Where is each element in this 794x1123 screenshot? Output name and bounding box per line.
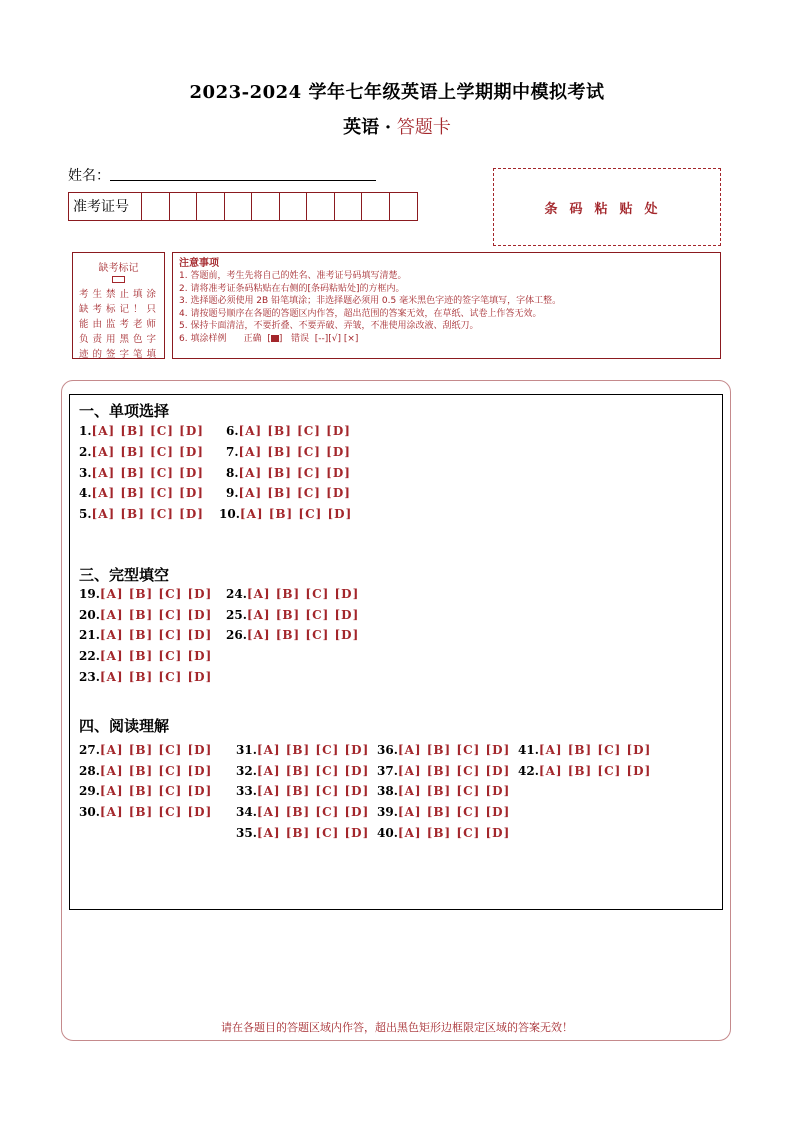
question-number: 33. [236,784,257,798]
exam-id-field[interactable] [68,192,418,221]
exam-id-cell[interactable] [307,193,335,220]
question-row[interactable] [79,628,212,642]
exam-id-cell[interactable] [390,193,418,220]
question-number: 25. [226,608,247,622]
question-number: 37. [377,764,398,778]
question-row[interactable] [219,507,352,521]
absent-text: 缺考标记！只 [79,304,158,315]
answer-options[interactable]: [A] [B] [C] [D] [91,445,204,459]
section-title: 三、完型填空 [79,566,170,584]
question-row[interactable] [226,486,351,500]
answer-options[interactable]: [A] [B] [C] [D] [246,608,360,622]
answer-options[interactable]: [A] [B] [C] [D] [99,784,213,798]
answer-options[interactable]: [A] [B] [C] [D] [397,805,511,819]
answer-options[interactable]: [A] [B] [C] [D] [538,743,652,757]
answer-options[interactable]: [A] [B] [C] [D] [246,628,360,642]
wrong-marks: [--][√] [×] [314,333,359,344]
answer-options[interactable]: [A] [B] [C] [D] [256,826,370,840]
question-number: 19. [79,587,100,601]
answer-options[interactable]: [A] [B] [C] [D] [239,507,353,521]
question-number: 32. [236,764,257,778]
answer-options[interactable]: [A] [B] [C] [D] [238,445,351,459]
question-row[interactable] [226,466,351,480]
subtitle-separator: · [384,117,392,138]
answer-options[interactable]: [A] [B] [C] [D] [246,587,360,601]
question-row[interactable] [79,507,204,521]
absent-mark-checkbox[interactable] [112,276,125,283]
question-number: 34. [236,805,257,819]
exam-id-cell[interactable] [197,193,225,220]
question-row[interactable] [79,784,212,798]
answer-options[interactable]: [A] [B] [C] [D] [397,764,511,778]
exam-id-cell[interactable] [142,193,170,220]
question-row[interactable] [518,743,651,757]
absent-text: 能由监考老师 [79,319,158,330]
question-number: 31. [236,743,257,757]
answer-options[interactable]: [A] [B] [C] [D] [99,649,213,663]
question-row[interactable] [236,743,369,757]
exam-id-cell[interactable] [362,193,390,220]
question-row[interactable] [236,784,369,798]
question-row[interactable] [79,424,204,438]
answer-options[interactable]: [A] [B] [C] [D] [91,466,204,480]
answer-options[interactable]: [A] [B] [C] [D] [397,784,511,798]
answer-options[interactable]: [A] [B] [C] [D] [256,764,370,778]
question-number: 38. [377,784,398,798]
question-row[interactable] [79,649,212,663]
filled-mark-icon [271,335,279,342]
question-row[interactable] [236,764,369,778]
notes-item: 5. 保持卡面清洁，不要折叠、不要弄破、弄皱，不准使用涂改液、刮纸刀。 [179,321,479,332]
question-row[interactable] [79,764,212,778]
page-title: 2023-2024 学年七年级英语上学期期中模拟考试 [189,82,605,103]
question-row[interactable] [226,424,351,438]
exam-id-cell[interactable] [170,193,198,220]
question-number: 3. [79,466,92,480]
question-row[interactable] [79,670,212,684]
answer-options[interactable]: [A] [B] [C] [D] [397,743,511,757]
exam-id-cell[interactable] [252,193,280,220]
question-row[interactable] [377,764,510,778]
answer-options[interactable]: [A] [B] [C] [D] [256,805,370,819]
question-row[interactable] [377,826,510,840]
question-number: 4. [79,486,92,500]
answer-options[interactable]: [A] [B] [C] [D] [238,486,351,500]
answer-options[interactable]: [A] [B] [C] [D] [238,424,351,438]
answer-options[interactable]: [A] [B] [C] [D] [91,424,204,438]
absent-title: 缺考标记 [98,263,139,274]
sample-prefix: 6. 填涂样例 [179,333,227,344]
question-number: 23. [79,670,100,684]
card-label: 答题卡 [396,117,451,138]
answer-options[interactable]: [A] [B] [C] [D] [256,743,370,757]
question-number: 24. [226,587,247,601]
name-label: 姓名： [68,168,110,184]
notes-item: 2. 请将准考证条码粘贴在右侧的[条码粘贴处]的方框内。 [179,283,405,294]
absent-text: 考生禁止填涂 [79,289,158,300]
question-number: 40. [377,826,398,840]
question-number: 22. [79,649,100,663]
notes-item: 3. 选择题必须使用 2B 铅笔填涂；非选择题必须用 0.5 毫米黑色字迹的签字笔填写，字体工整。 [179,296,562,307]
question-row[interactable] [226,608,359,622]
question-number: 21. [79,628,100,642]
correct-label: 正确 [243,333,262,344]
question-number: 8. [226,466,239,480]
question-number: 35. [236,826,257,840]
question-number: 42. [518,764,539,778]
question-number: 5. [79,507,92,521]
exam-id-cell[interactable] [225,193,253,220]
question-row[interactable] [377,743,510,757]
absent-text: 负责用黑色字 [79,334,158,345]
question-number: 9. [226,486,239,500]
question-number: 7. [226,445,239,459]
question-number: 6. [226,424,239,438]
answer-options[interactable]: [A] [B] [C] [D] [99,608,213,622]
answer-options[interactable]: [A] [B] [C] [D] [538,764,652,778]
question-number: 29. [79,784,100,798]
question-number: 28. [79,764,100,778]
question-row[interactable] [79,486,204,500]
answer-options[interactable]: [A] [B] [C] [D] [99,764,213,778]
answer-options[interactable]: [A] [B] [C] [D] [91,486,204,500]
exam-id-label: 准考证号 [69,193,142,220]
question-number: 26. [226,628,247,642]
question-row[interactable] [236,826,369,840]
answer-options[interactable]: [A] [B] [C] [D] [99,587,213,601]
question-row[interactable] [79,608,212,622]
page-subtitle [0,113,794,139]
exam-id-cell[interactable] [280,193,308,220]
question-number: 36. [377,743,398,757]
answer-options[interactable]: [A] [B] [C] [D] [397,826,511,840]
footer-notice: 请在各题目的答题区域内作答，超出黑色矩形边框限定区域的答案无效！ [221,1021,573,1034]
question-number: 27. [79,743,100,757]
question-row[interactable] [236,805,369,819]
answer-options[interactable]: [A] [B] [C] [D] [99,628,213,642]
barcode-area: 条码粘贴处 [493,168,721,246]
section-title: 一、单项选择 [79,402,170,420]
notes-item: 4. 请按题号顺序在各题的答题区内作答，超出范围的答案无效，在草纸、试卷上作答无效。 [179,308,542,319]
notes-box [172,252,721,359]
wrong-label: 错误 [290,333,309,344]
question-row[interactable] [79,587,212,601]
question-number: 30. [79,805,100,819]
question-number: 2. [79,445,92,459]
answer-options[interactable]: [A] [B] [C] [D] [91,507,204,521]
notes-sample: 6. 填涂样例 正确 [ ] 错误 [--][√] [×] [179,333,359,344]
answer-options[interactable]: [A] [B] [C] [D] [238,466,351,480]
question-row[interactable] [79,805,212,819]
question-number: 41. [518,743,539,757]
question-number: 10. [219,507,240,521]
answer-options[interactable]: [A] [B] [C] [D] [99,743,213,757]
question-row[interactable] [226,628,359,642]
question-number: 39. [377,805,398,819]
answer-options[interactable]: [A] [B] [C] [D] [99,670,213,684]
question-row[interactable] [79,743,212,757]
absent-text: 迹的签字笔填 [79,349,158,359]
question-number: 20. [79,608,100,622]
question-row[interactable] [79,445,204,459]
answer-options[interactable]: [A] [B] [C] [D] [99,805,213,819]
question-number: 1. [79,424,92,438]
exam-id-cell[interactable] [335,193,363,220]
section-title: 四、阅读理解 [79,717,170,735]
answer-options[interactable]: [A] [B] [C] [D] [256,784,370,798]
question-row[interactable] [79,466,204,480]
question-row[interactable] [226,587,359,601]
absent-mark-box [72,252,165,359]
notes-title: 注意事项 [179,258,219,269]
question-row[interactable] [226,445,351,459]
question-row[interactable] [377,784,510,798]
name-field[interactable] [110,180,376,181]
question-row[interactable] [377,805,510,819]
notes-item: 1. 答题前，考生先将自己的姓名、准考证号码填写清楚。 [179,271,407,281]
subject-label: 英语 [343,117,380,138]
question-row[interactable] [518,764,651,778]
